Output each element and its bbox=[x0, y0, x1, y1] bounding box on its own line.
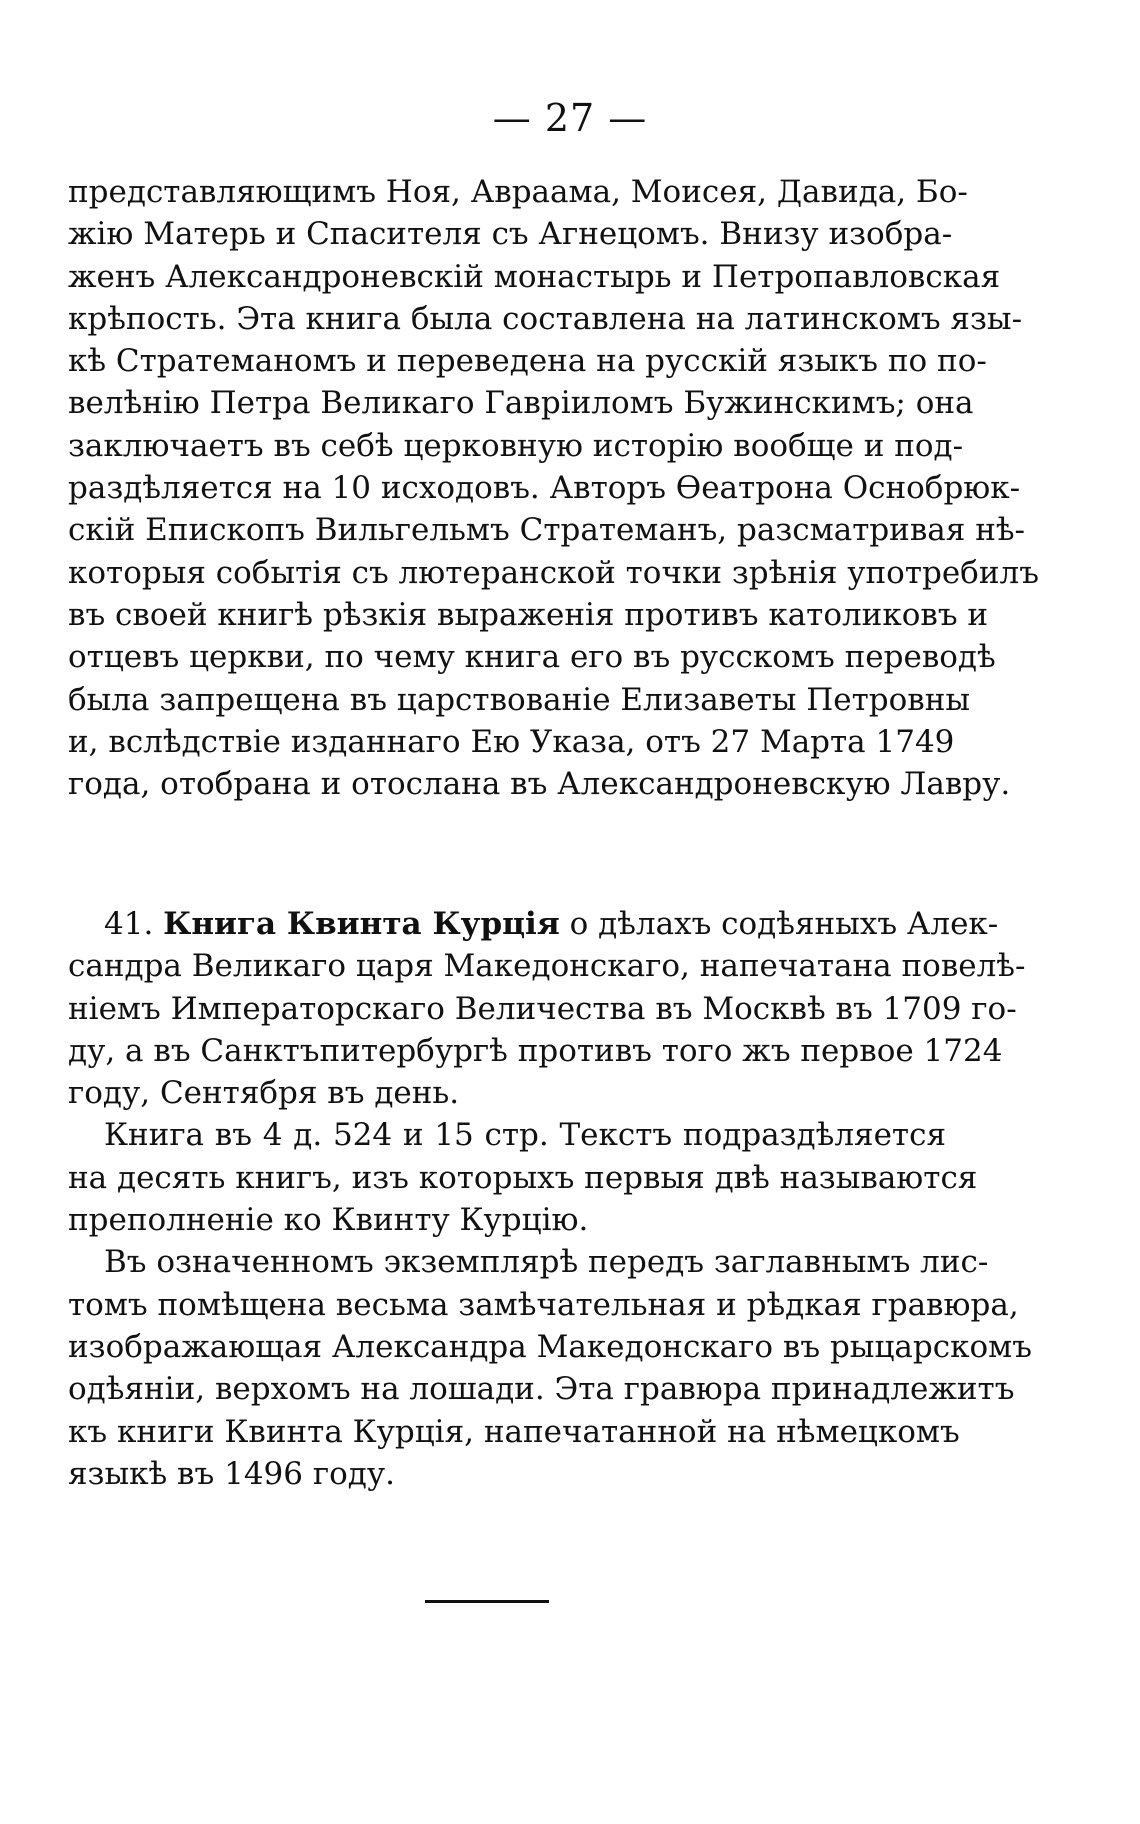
text-line: ніемъ Императорскаго Величества въ Москвѣ въ 1709 го- bbox=[68, 990, 1017, 1027]
paragraph-continued bbox=[68, 171, 1039, 805]
text-line: ду, а въ Санктъпитербургѣ противъ того жъ первое 1724 bbox=[68, 1032, 1003, 1069]
text-line: къ книги Квинта Курція, напечатанной на нѣмецкомъ bbox=[68, 1413, 960, 1450]
text-line: крѣпость. Эта книга была составлена на латинскомъ язы- bbox=[68, 300, 1023, 337]
text-line: въ своей книгѣ рѣзкія выраженія противъ католиковъ и bbox=[68, 596, 989, 633]
text-line: Въ означенномъ экземплярѣ передъ заглавнымъ лис- bbox=[104, 1244, 989, 1281]
entry-title: Книга Квинта Курція bbox=[163, 906, 560, 942]
text-line: кѣ Стратеманомъ и переведена на русскій языкъ по по- bbox=[68, 343, 987, 380]
section-divider-rule bbox=[425, 1600, 549, 1603]
text-line: заключаетъ въ себѣ церковную исторію вообще и под- bbox=[68, 427, 964, 464]
entry-number: 41. bbox=[104, 906, 154, 942]
text-line: велѣнію Петра Великаго Гавріиломъ Бужинскимъ; она bbox=[68, 385, 974, 422]
text-line: Книга въ 4 д. 524 и 15 стр. Текстъ подраздѣляется bbox=[104, 1117, 946, 1154]
text-line: томъ помѣщена весьма замѣчательная и рѣдкая гравюра, bbox=[68, 1286, 1019, 1323]
text-line: языкѣ въ 1496 году. bbox=[68, 1455, 395, 1492]
text-line: одѣяніи, верхомъ на лошади. Эта гравюра принадлежитъ bbox=[68, 1371, 1015, 1408]
entry-41 bbox=[68, 903, 1032, 1495]
entry-title-rest: о дѣлахъ содѣяныхъ Алек- bbox=[569, 906, 999, 942]
page-number: — 27 — bbox=[492, 96, 648, 140]
text-line: раздѣляется на 10 исходовъ. Авторъ Ѳеатрона Оснобрюк- bbox=[68, 470, 1021, 507]
text-line: скій Епископъ Вильгельмъ Стратеманъ, разсматривая нѣ- bbox=[68, 512, 1026, 549]
text-line: изображающая Александра Македонскаго въ рыцарскомъ bbox=[68, 1328, 1032, 1365]
text-line: году, Сентября въ день. bbox=[68, 1075, 460, 1112]
text-line: на десять книгъ, изъ которыхъ первыя двѣ называются bbox=[68, 1159, 978, 1196]
text-line: была запрещена въ царствованіе Елизаветы Петровны bbox=[68, 681, 971, 718]
text-line: преполненіе ко Квинту Курцію. bbox=[68, 1202, 589, 1239]
text-line: отцевъ церкви, по чему книга его въ русскомъ переводѣ bbox=[68, 639, 996, 676]
text-line: женъ Александроневскій монастырь и Петропавловская bbox=[68, 258, 1001, 295]
text-line: года, отобрана и отослана въ Александроневскую Лавру. bbox=[68, 766, 1011, 803]
entry-heading-line bbox=[68, 903, 999, 945]
text-line: жію Матерь и Спасителя съ Агнецомъ. Внизу изобра- bbox=[68, 216, 953, 253]
text-line: и, вслѣдствіе изданнаго Ею Указа, отъ 27 Марта 1749 bbox=[68, 723, 955, 760]
text-line: представляющимъ Ноя, Авраама, Моисея, Давида, Бо- bbox=[68, 174, 968, 210]
text-line: которыя событія съ лютеранской точки зрѣнія употребилъ bbox=[68, 554, 1039, 591]
text-line: сандра Великаго царя Македонскаго, напечатана повелѣ- bbox=[68, 948, 1026, 985]
